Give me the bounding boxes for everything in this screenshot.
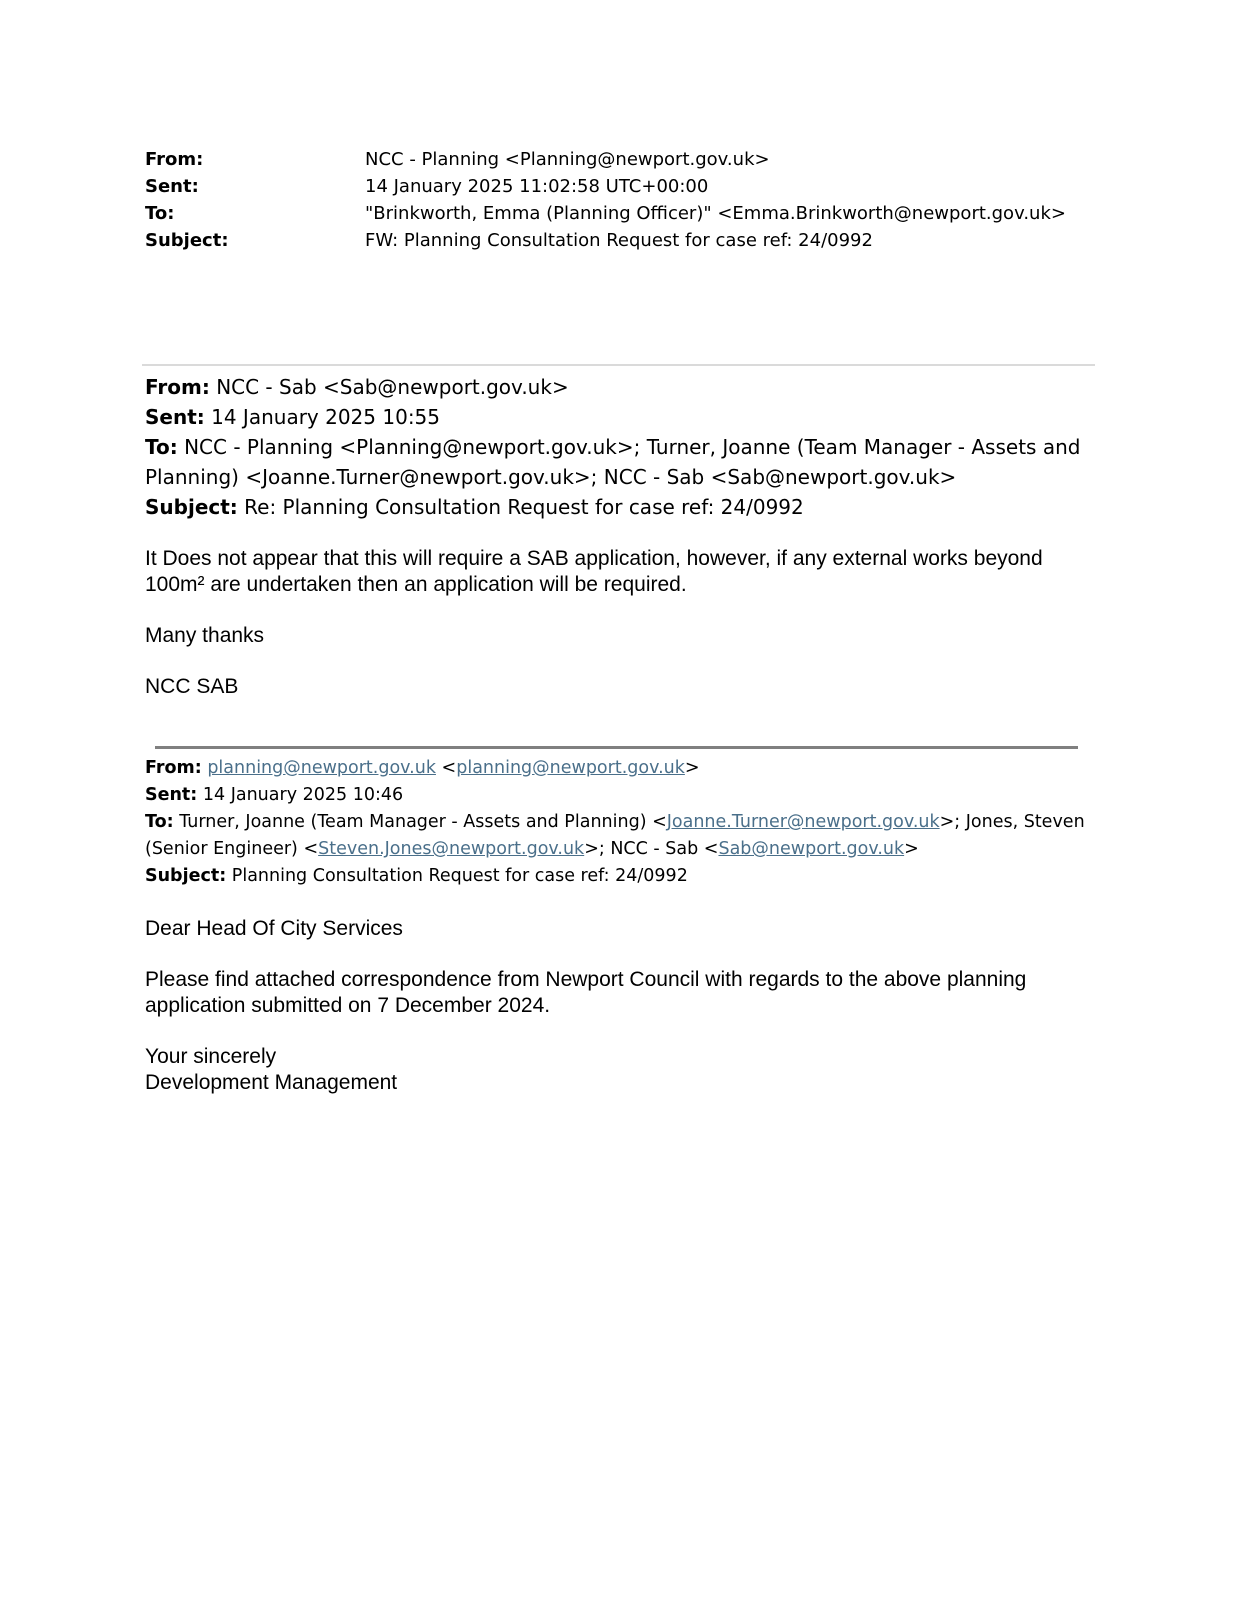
original-sent-value: 14 January 2025 10:46 [202, 785, 404, 805]
reply-from-label: From: [145, 375, 210, 399]
reply-subject-label: Subject: [145, 495, 238, 519]
original-from-gt: > [684, 758, 700, 778]
forward-sent-value: 14 January 2025 11:02:58 UTC+00:00 [365, 176, 709, 197]
original-from-lt: < [441, 758, 457, 778]
forward-subject-value: FW: Planning Consultation Request for case ref: 24/0992 [365, 230, 873, 251]
forward-from-value: NCC - Planning <Planning@newport.gov.uk> [365, 149, 770, 170]
forward-subject-label: Subject: [145, 230, 229, 251]
original-subject-line [145, 863, 1095, 890]
original-sent-label: Sent: [145, 785, 198, 805]
forward-to-label: To: [145, 203, 175, 224]
forward-sent-label: Sent: [145, 176, 199, 197]
original-header [145, 755, 1095, 890]
original-greeting: Dear Head Of City Services [145, 917, 403, 940]
reply-from-value: NCC - Sab <Sab@newport.gov.uk> [216, 375, 569, 399]
reply-sent-line [145, 402, 1095, 432]
reply-to-value: NCC - Planning <Planning@newport.gov.uk>; Turner, Joanne (Team Manager - Assets and Planning) <Joanne.Turner@newport.gov.uk>; NCC - Sab <Sab@newport.gov.uk> [145, 435, 1081, 489]
original-to-link-sab[interactable]: Sab@newport.gov.uk [718, 839, 905, 859]
reply-subject-line [145, 492, 1095, 522]
original-subject-label: Subject: [145, 866, 227, 886]
original-from-line [145, 755, 1095, 782]
original-to-link-steven[interactable]: Steven.Jones@newport.gov.uk [318, 839, 585, 859]
reply-from-line [145, 372, 1095, 402]
forward-from-label: From: [145, 149, 204, 170]
original-to-text-2: >; Jones, Steven (Senior Engineer) < [145, 812, 1085, 859]
original-to-line [145, 809, 1095, 863]
original-subject-value: Planning Consultation Request for case ref: 24/0992 [231, 866, 688, 886]
reply-body [145, 546, 1095, 725]
reply-sent-value: 14 January 2025 10:55 [211, 405, 441, 429]
reply-signature: NCC SAB [145, 675, 239, 698]
original-to-text-3: >; NCC - Sab < [584, 839, 719, 859]
original-from-link[interactable]: planning@newport.gov.uk [207, 758, 436, 778]
reply-body-paragraph: It Does not appear that this will require a SAB application, however, if any external works beyond 100m² are undertaken then an application will be required. [145, 547, 1043, 596]
original-divider [155, 746, 1078, 749]
forward-header [145, 146, 1066, 254]
reply-divider [142, 364, 1095, 366]
forward-subject-row [145, 227, 1066, 254]
reply-subject-value: Re: Planning Consultation Request for case ref: 24/0992 [244, 495, 804, 519]
original-to-text-4: > [904, 839, 919, 859]
forward-to-value: "Brinkworth, Emma (Planning Officer)" <Emma.Brinkworth@newport.gov.uk> [365, 203, 1066, 224]
original-closing: Your sincerely [145, 1045, 277, 1068]
reply-header [145, 372, 1095, 522]
reply-to-label: To: [145, 435, 178, 459]
original-sender: Development Management [145, 1071, 398, 1094]
original-to-link-joanne[interactable]: Joanne.Turner@newport.gov.uk [666, 812, 940, 832]
original-to-text-1: Turner, Joanne (Team Manager - Assets and Planning) < [179, 812, 667, 832]
original-body [145, 916, 1095, 1096]
original-to-label: To: [145, 812, 174, 832]
original-sent-line [145, 782, 1095, 809]
forward-to-row [145, 200, 1066, 227]
reply-to-line [145, 432, 1095, 492]
original-from-link-2[interactable]: planning@newport.gov.uk [456, 758, 685, 778]
forward-sent-row [145, 173, 1066, 200]
reply-sent-label: Sent: [145, 405, 205, 429]
reply-thanks: Many thanks [145, 624, 265, 647]
original-body-paragraph: Please find attached correspondence from Newport Council with regards to the above planning application submitted on 7 December 2024. [145, 968, 1027, 1017]
original-from-label: From: [145, 758, 202, 778]
forward-from-row [145, 146, 1066, 173]
